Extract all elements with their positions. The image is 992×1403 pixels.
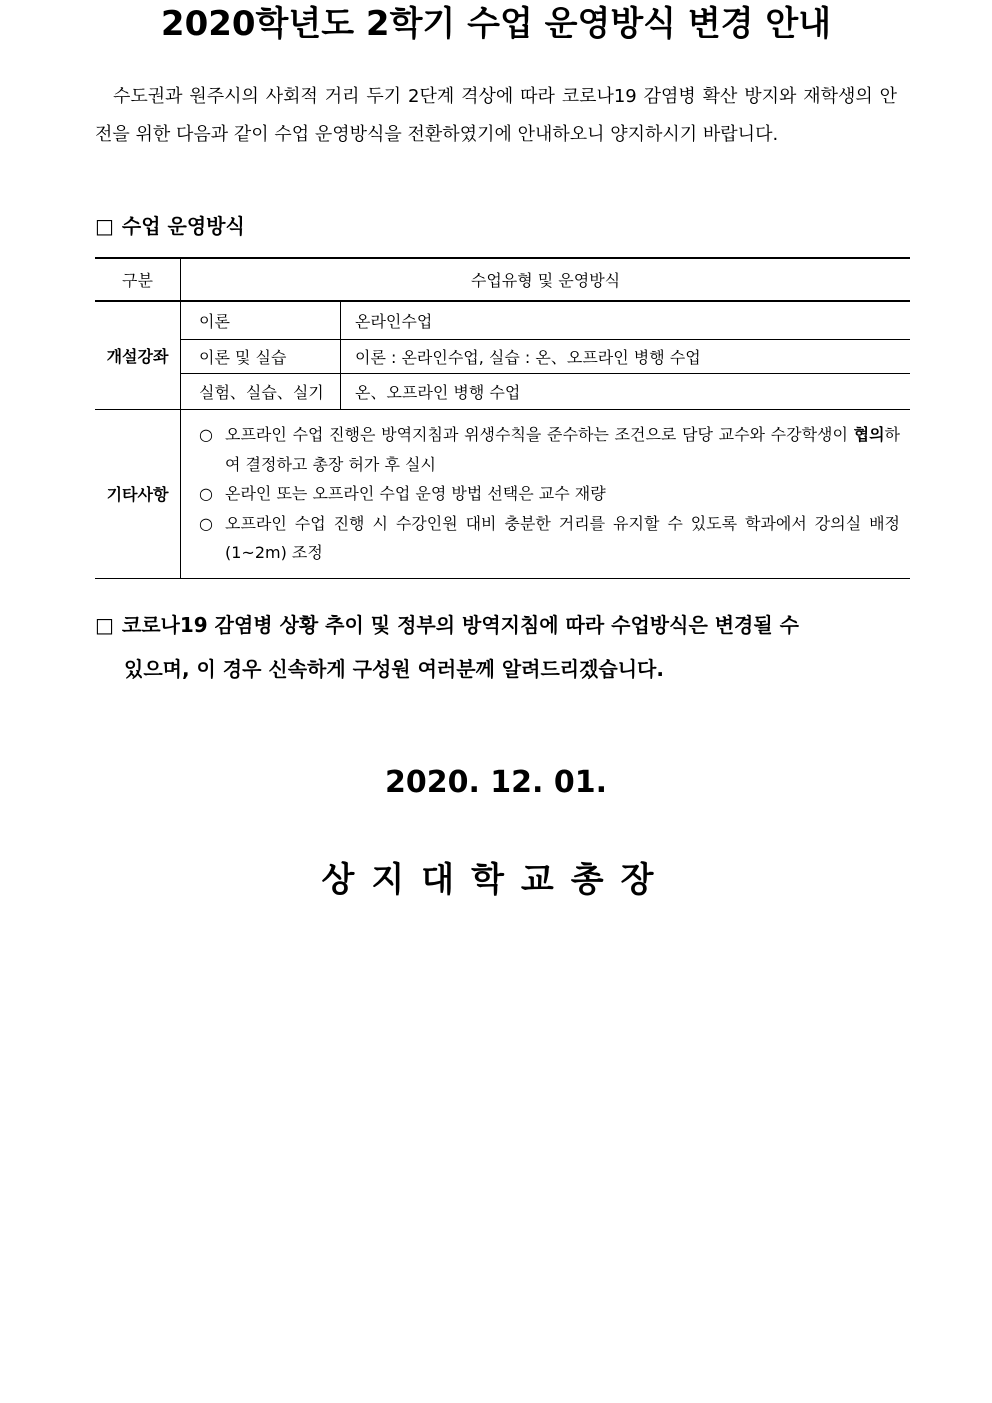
- notice-line: 있으며, 이 경우 신속하게 구성원 여러분께 알려드리겠습니다.: [124, 657, 664, 681]
- circle-bullet-icon: ○: [199, 513, 213, 533]
- notice-paragraph: [95, 603, 865, 691]
- notice-line: 코로나19 감염병 상황 추이 및 정부의 방역지침에 따라 수업방식은 변경될 수: [121, 613, 799, 637]
- table-row: [95, 374, 910, 410]
- circle-bullet-icon: ○: [199, 484, 213, 503]
- signature: 상지대학교총장: [321, 860, 671, 900]
- note-text: 온라인 또는 오프라인 수업 운영 방법 선택은 교수 재량: [225, 484, 606, 503]
- document-title: 2020학년도 2학기 수업 운영방식 변경 안내: [160, 4, 832, 44]
- table-header-row: [95, 258, 910, 301]
- note-text: 하여 결정하고 총장 허가 후 실시: [225, 425, 900, 474]
- section-title: 수업 운영방식: [121, 214, 245, 238]
- course-group-label: 개설강좌: [95, 301, 181, 410]
- intro-paragraph: 수도권과 원주시의 사회적 거리 두기 2단계 격상에 따라 코로나19 감염병 확산 방지와 재학생의 안전을 위한 다음과 같이 수업 운영방식을 전환하였기에 안내하오니 양지하시기 바랍니다.: [95, 86, 897, 145]
- list-item: [199, 509, 900, 568]
- course-method: 온、오프라인 병행 수업: [341, 374, 911, 410]
- document-date: 2020. 12. 01.: [384, 765, 608, 800]
- list-item: [199, 420, 900, 479]
- header-category: 구분: [95, 258, 181, 301]
- course-type: 이론: [181, 301, 341, 340]
- circle-bullet-icon: ○: [199, 425, 213, 444]
- other-group-label: 기타사항: [95, 410, 181, 579]
- header-method: 수업유형 및 운영방식: [181, 258, 911, 301]
- class-operation-table: [95, 257, 910, 579]
- table-row: [95, 301, 910, 340]
- course-method: 이론 : 온라인수업, 실습 : 온、오프라인 병행 수업: [341, 340, 911, 374]
- note-text: 오프라인 수업 진행 시 수강인원 대비 충분한 거리를 유지할 수 있도록 학과에서 강의실 배정(1~2m) 조정: [225, 513, 900, 562]
- note-emphasis: 협의: [853, 425, 885, 444]
- note-text: 오프라인 수업 진행은 방역지침과 위생수칙을 준수하는 조건으로 담당 교수와 수강학생이: [225, 425, 854, 444]
- section-heading: [95, 211, 245, 241]
- checkbox-square-icon: □: [95, 613, 114, 637]
- checkbox-square-icon: □: [95, 214, 114, 238]
- list-item: [199, 479, 900, 509]
- other-notes: [181, 410, 911, 579]
- table-row: [95, 340, 910, 374]
- course-type: 이론 및 실습: [181, 340, 341, 374]
- table-row: [95, 410, 910, 579]
- course-type: 실험、실습、실기: [181, 374, 341, 410]
- course-method: 온라인수업: [341, 301, 911, 340]
